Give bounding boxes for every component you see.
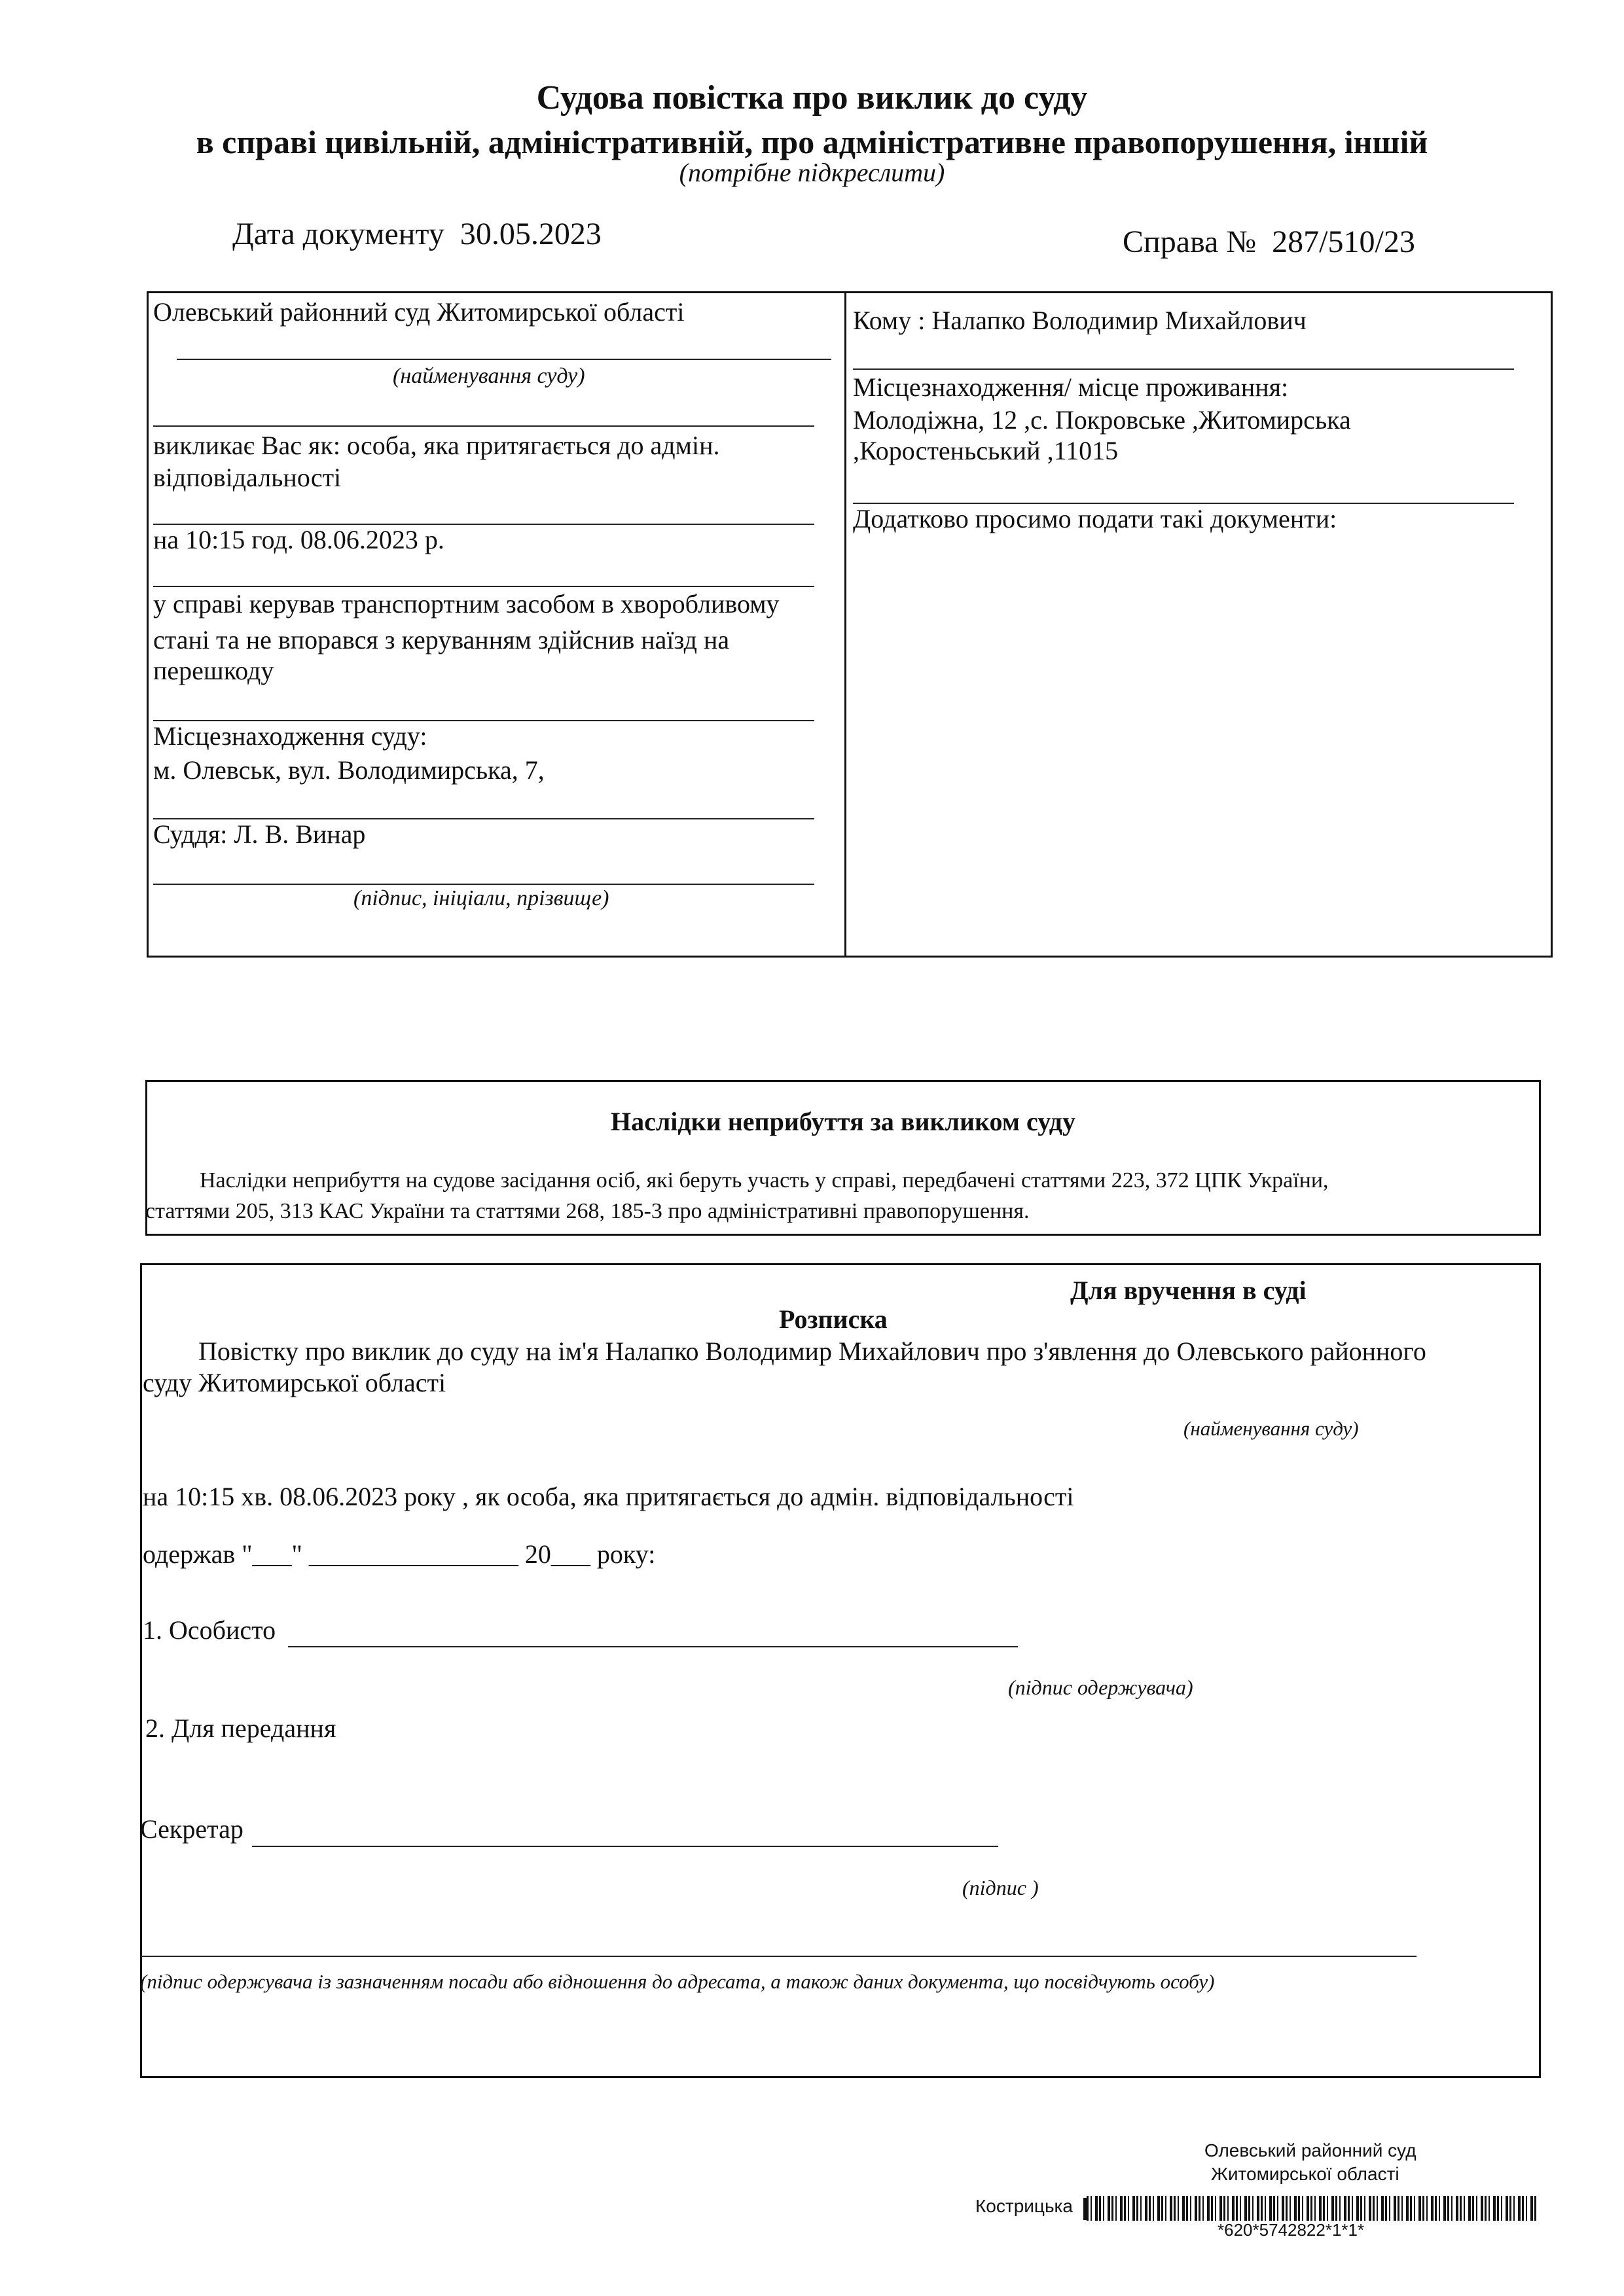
document-date-value: 30.05.2023 <box>460 217 602 251</box>
case-number-label: Справа № <box>1123 224 1257 259</box>
summoned-as-line1: викликає Вас як: особа, яка притягається до адмін. <box>153 431 720 460</box>
court-location-label: Місцезнаходження суду: <box>153 721 427 751</box>
summoned-as-line2: відповідальності <box>153 463 342 492</box>
document-title: Судова повістка про виклик до суду <box>536 79 1088 117</box>
separator-line <box>153 586 814 587</box>
residence-label: Місцезнаходження/ місце проживання: <box>853 372 1289 402</box>
document-note: (потрібне підкреслити) <box>679 158 945 187</box>
documents-request: Додатково просимо подати такі документи: <box>853 504 1337 533</box>
receipt-title: Розписка <box>779 1304 888 1334</box>
receipt-line1: Повістку про виклик до суду на ім'я Налапко Володимир Михайлович про з'явлення до Олевського районного <box>198 1336 1426 1366</box>
judge-name: Суддя: Л. В. Винар <box>153 819 366 849</box>
case-description-line1: у справі керував транспортним засобом в хворобливому <box>153 589 780 619</box>
bottom-signature-line <box>140 1956 1416 1957</box>
hearing-datetime: на 10:15 год. 08.06.2023 р. <box>153 525 444 554</box>
document-date <box>232 216 602 252</box>
consequences-title: Наслідки неприбуття за викликом суду <box>611 1107 1075 1136</box>
recipient-line <box>853 368 1514 370</box>
consequences-line2: статтями 205, 313 КАС України та статтями 268, 185-3 про адміністративні правопорушення. <box>145 1199 1030 1223</box>
signature-caption: (підпис, ініціали, прізвище) <box>353 886 609 910</box>
secretary-label: Секретар <box>140 1814 244 1844</box>
barcode <box>1087 2196 1538 2221</box>
secretary-signature-caption: (підпис ) <box>962 1876 1039 1899</box>
stamp-clerk: Кострицька <box>975 2196 1073 2216</box>
recipient-signature-caption: (підпис одержувача) <box>1008 1676 1193 1699</box>
delivery-note: Для вручення в суді <box>1070 1276 1307 1305</box>
separator-line <box>153 425 814 427</box>
bottom-caption: (підпис одержувача із зазначенням посади або відношення до адресата, а також даних документа, що посвідчують особу) <box>140 1970 1215 1993</box>
secretary-signature-line <box>252 1846 998 1847</box>
residence-line1: Молодіжна, 12 ,с. Покровське ,Житомирська <box>853 405 1351 435</box>
barcode-code: *620*5742822*1*1* <box>1218 2220 1365 2240</box>
personally-signature-line <box>288 1646 1018 1647</box>
received-date: одержав "___" ________________ 20___ року: <box>143 1539 656 1569</box>
document-subtitle: в справі цивільній, адміністративній, про адміністративне правопорушення, іншій <box>196 124 1428 160</box>
court-name-caption: (найменування суду) <box>393 364 585 388</box>
recipient-name: Кому : Налапко Володимир Михайлович <box>853 306 1307 335</box>
consequences-line1: Наслідки неприбуття на судове засідання осіб, які беруть участь у справі, передбачені статтями 223, 372 ЦПК України, <box>200 1168 1329 1193</box>
case-description-line3: перешкоду <box>153 656 274 685</box>
residence-line2: ,Коростеньський ,11015 <box>853 436 1119 465</box>
case-number-value: 287/510/23 <box>1272 224 1415 259</box>
court-location: м. Олевськ, вул. Володимирська, 7, <box>153 755 545 785</box>
summons-divider <box>844 291 846 958</box>
for-transfer-label: 2. Для передання <box>145 1713 336 1743</box>
receipt-court-caption: (найменування суду) <box>1183 1417 1359 1440</box>
case-description-line2: стані та не впорався з керуванням здійснив наїзд на <box>153 625 730 655</box>
stamp-court-line2: Житомирської області <box>1211 2164 1399 2184</box>
court-name-line <box>177 359 831 360</box>
court-name: Олевський районний суд Житомирської області <box>153 297 685 327</box>
receipt-line2: суду Житомирської області <box>143 1368 446 1397</box>
case-number <box>1123 224 1415 260</box>
personally-label: 1. Особисто <box>143 1615 276 1645</box>
document-date-label: Дата документу <box>232 217 444 251</box>
stamp-court-line1: Олевський районний суд <box>1204 2140 1416 2161</box>
receipt-line3: на 10:15 хв. 08.06.2023 року , як особа, яка притягається до адмін. відповідальності <box>143 1482 1074 1511</box>
signature-line <box>153 884 814 885</box>
